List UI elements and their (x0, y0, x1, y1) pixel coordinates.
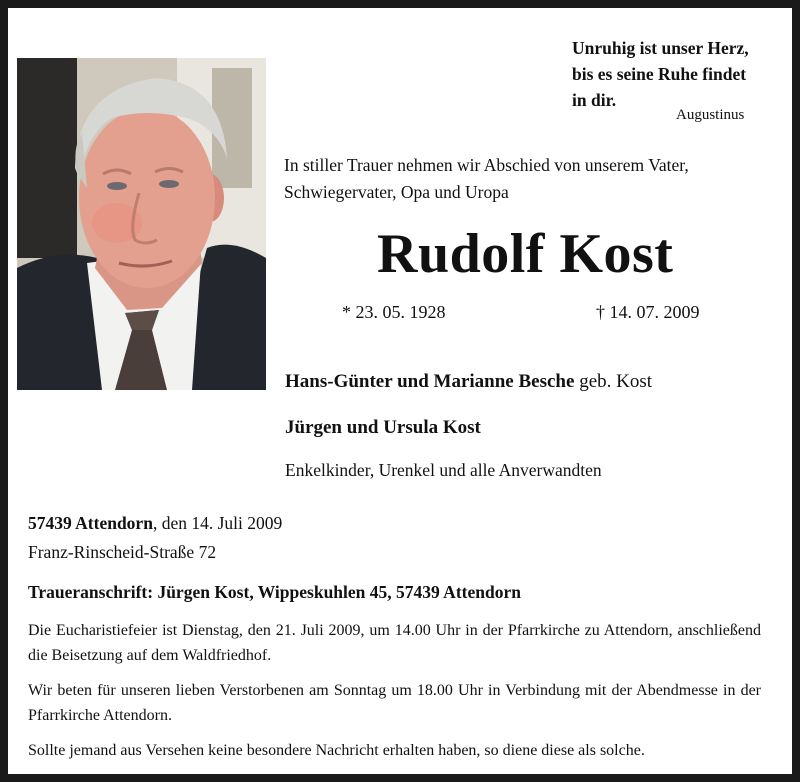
notice-paragraph: Sollte jemand aus Versehen keine besondere Nachricht erhalten haben, so diene diese als solche. (28, 742, 645, 759)
quote (572, 35, 749, 113)
death-date-value: 14. 07. 2009 (609, 302, 700, 322)
street-address: Franz-Rinscheid-Straße 72 (28, 542, 217, 562)
prayer-info-paragraph: Wir beten für unseren lieben Verstorbenen am Sonntag um 18.00 Uhr in Verbindung mit der Abendmesse in der Pfarrkirche Attendorn. (28, 682, 761, 724)
birth-date-value: 23. 05. 1928 (355, 302, 446, 322)
mourner-family-1-name: Hans-Günter und Marianne Besche (285, 371, 575, 392)
death-date (596, 302, 700, 323)
birth-symbol: * (342, 302, 351, 322)
mourner-family-1 (285, 371, 652, 393)
death-symbol: † (596, 302, 605, 322)
mourner-others: Enkelkinder, Urenkel und alle Anverwandten (285, 460, 602, 480)
portrait-photo (17, 58, 266, 390)
mourner-family-2: Jürgen und Ursula Kost (285, 417, 481, 438)
place-name: 57439 Attendorn (28, 513, 153, 533)
quote-line: bis es seine Ruhe findet (572, 64, 747, 84)
deceased-name: Rudolf Kost (377, 223, 674, 285)
quote-line: Unruhig ist unser Herz, (572, 38, 749, 58)
place-date (28, 513, 282, 534)
mourning-address: Traueranschrift: Jürgen Kost, Wippeskuhlen 45, 57439 Attendorn (28, 582, 521, 602)
intro-line: In stiller Trauer nehmen wir Abschied von unserem Vater, (284, 155, 689, 175)
birth-date (342, 302, 446, 323)
date-text: , den 14. Juli 2009 (152, 513, 283, 533)
mourner-family-1-suffix: geb. Kost (579, 371, 653, 392)
quote-author: Augustinus (676, 107, 745, 123)
service-info-paragraph: Die Eucharistiefeier ist Dienstag, den 21. Juli 2009, um 14.00 Uhr in der Pfarrkirche zu Attendorn, anschließend die Beisetzung auf dem Waldfriedhof. (28, 622, 761, 664)
intro-text (284, 152, 689, 206)
portrait-illustration (17, 58, 266, 390)
quote-line: in dir. (572, 90, 617, 110)
intro-line: Schwiegervater, Opa und Uropa (284, 182, 509, 202)
